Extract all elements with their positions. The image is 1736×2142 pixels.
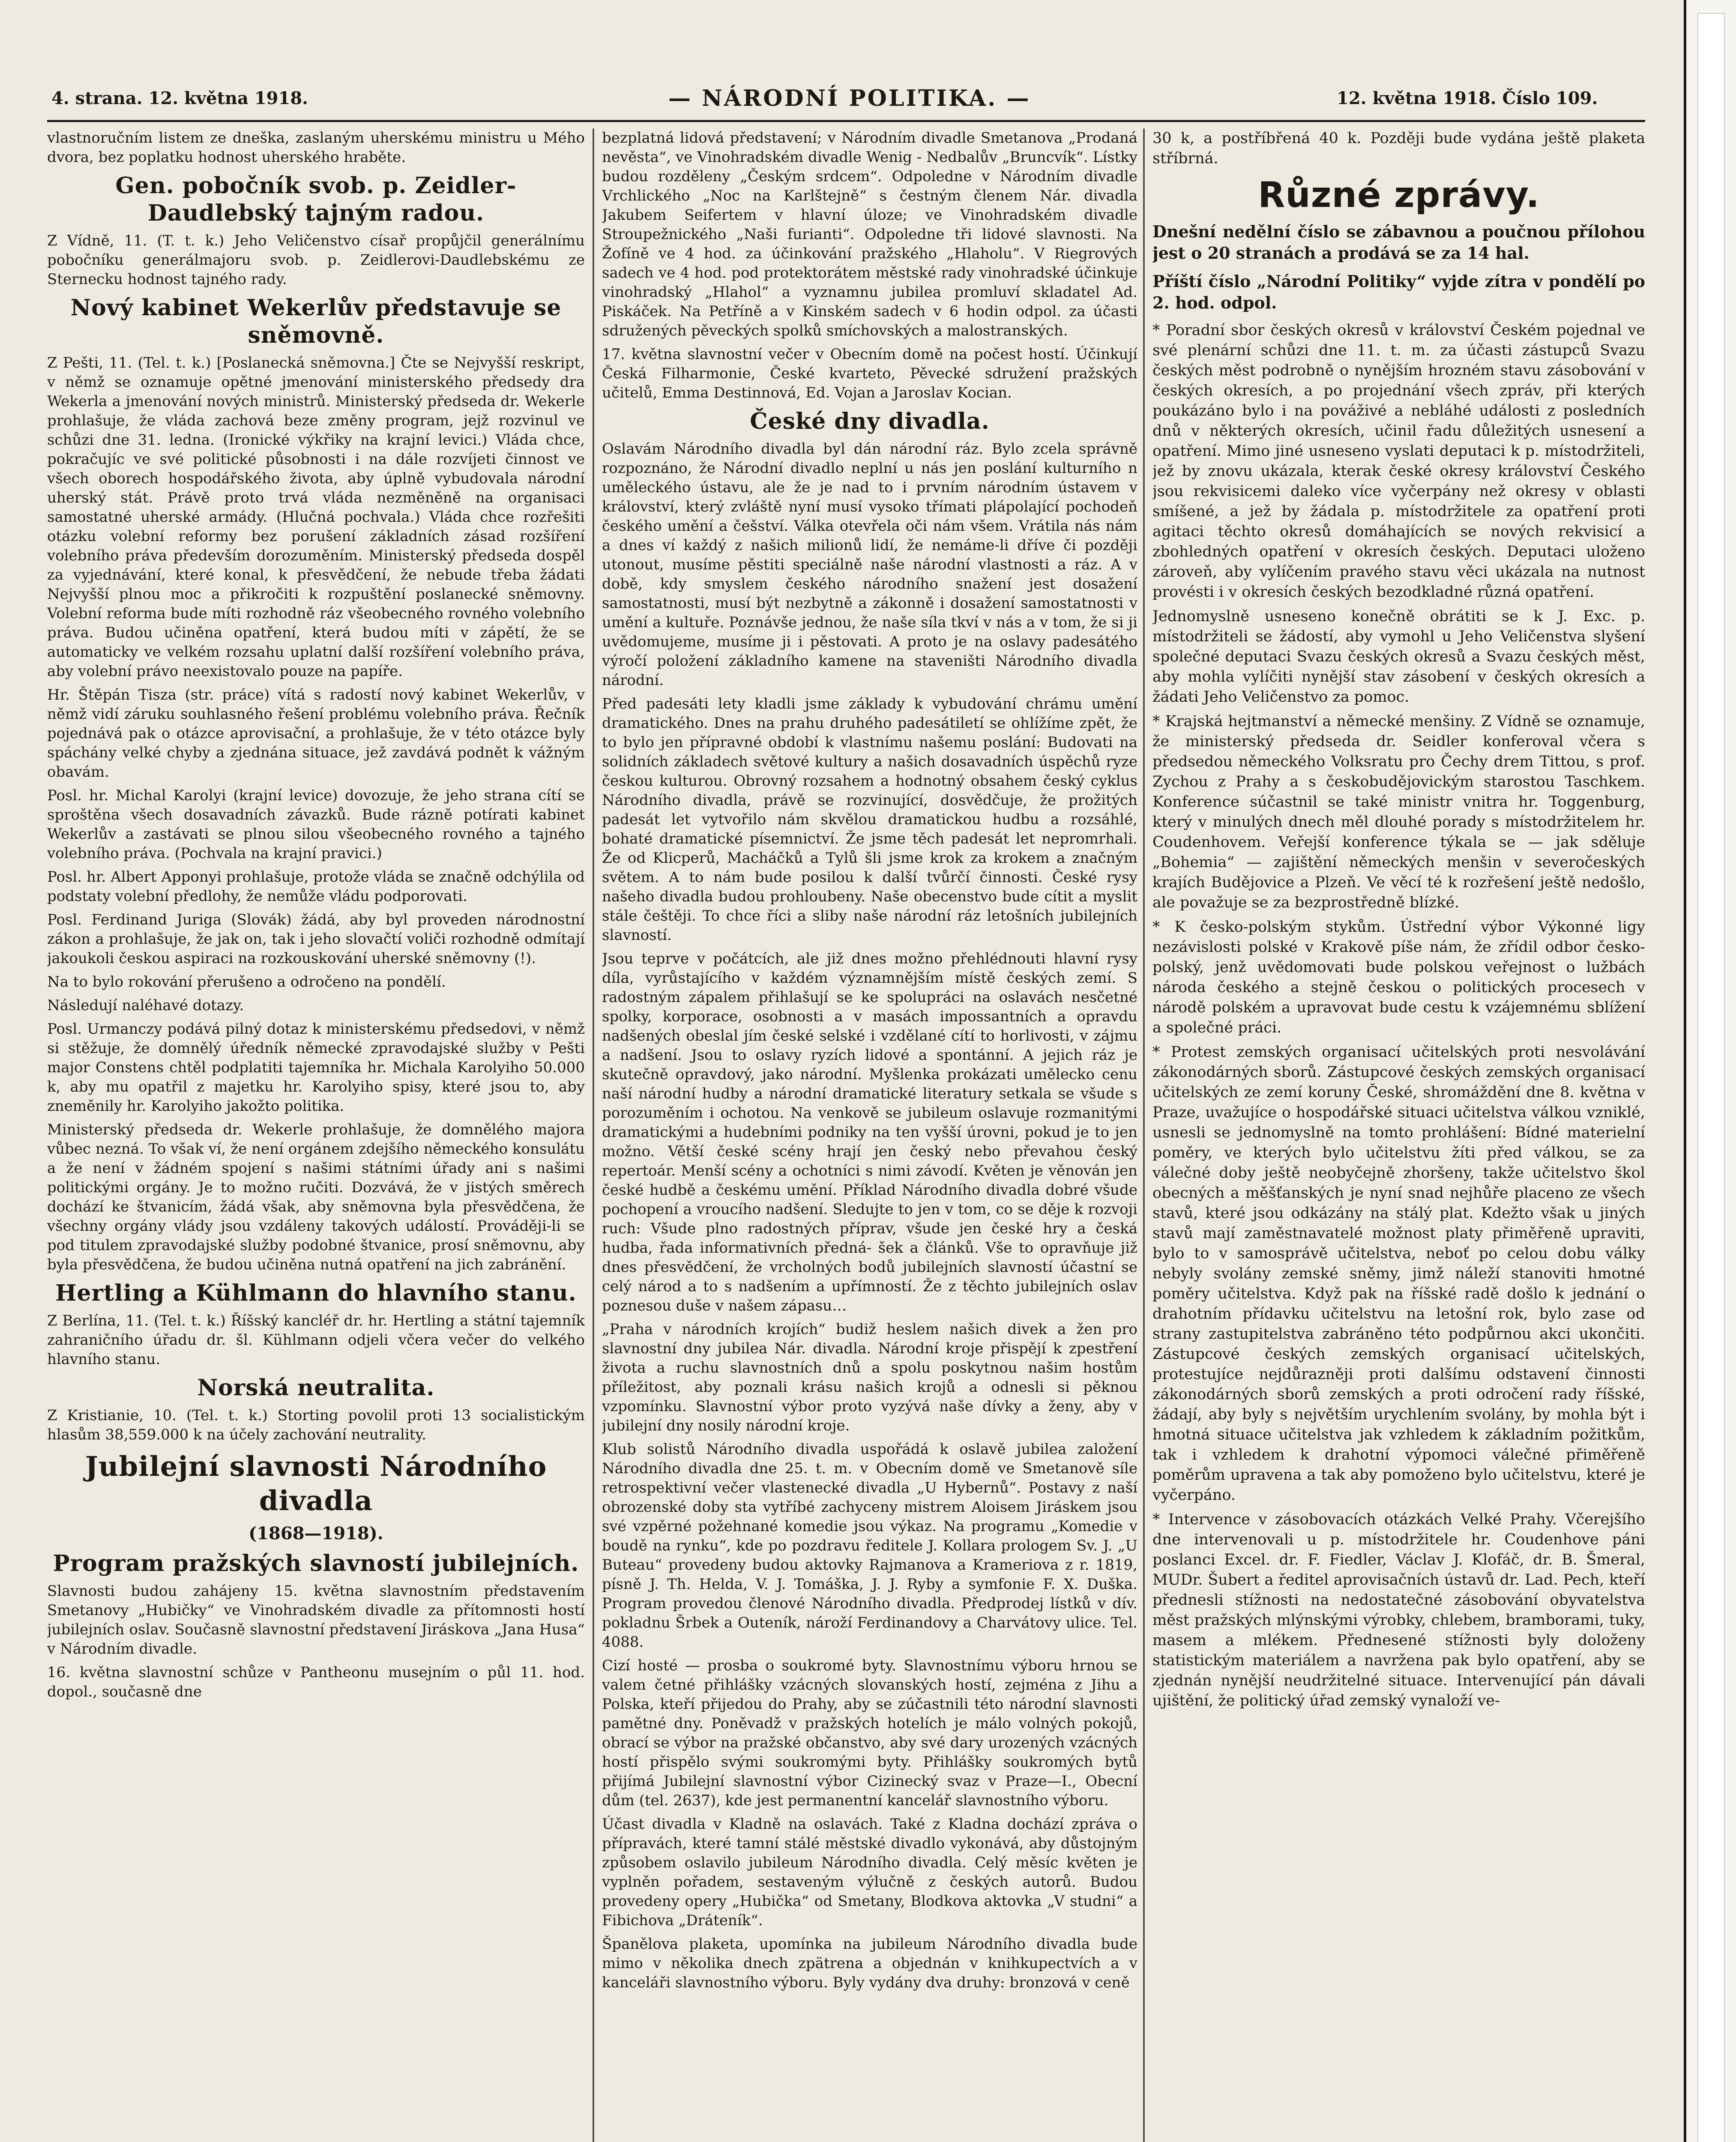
article-paragraph: Hr. Štěpán Tisza (str. práce) vítá s radostí nový kabinet Wekerlův, v němž vidí záruku souhlasného řešení problému volebního práva. Řečník pojednává pak o otázce aprovisační, a prohlašuje, že v této otázce byly spáchány velké chyby a zjednána situace, jež zavdává podnět k vážným obavám. [47, 686, 585, 781]
column-2 [602, 129, 1137, 2142]
article-paragraph: Na to bylo rokování přerušeno a odročeno na pondělí. [47, 973, 446, 990]
article-paragraph: * Intervence v zásobovacích otázkách Velké Prahy. Včerejšího dne intervenovali u p. místodržitele hr. Coudenhove páni poslanci Excel. dr. F. Fiedler, Václav J. Klofáč, dr. B. Šmeral, MUDr. Šubert a ředitel aprovisačních ústavů dr. Lad. Pech, kteří přednesli stížnosti na nedostatečné zásobování obyvatelstva měst pražských mlýnskými výrobky, chlebem, bramborami, tuky, masem a mlékem. Přednesené stížnosti byly doloženy statistickým materiálem a navržena pak bylo opatření, aby se zjednán nynější neudržitelné situace. Intervenující pán dávali ujištění, že politický úřad zemský vynaloží ve- [1152, 1511, 1645, 1709]
article-paragraph: Posl. Ferdinand Juriga (Slovák) žádá, aby byl proveden národnostní zákon a prohlašuje, že jak on, tak i jeho slovačtí voliči rozhodně odmítají jakoukoli českou aspiraci na rozkouskování uherské sněmovny (!). [47, 911, 585, 967]
article-headline: Program pražských slavností jubilejních. [53, 1550, 579, 1577]
article-paragraph: Ministerský předseda dr. Wekerle prohlašuje, že domnělého majora vůbec nezná. To však ví, že není orgánem zdejšího německého konsulátu a že není v žádném spojení s našimi státními úřady ani s našimi politickými orgány. Je to možno ručiti. Dozvává, že v jistých směrech dochází ke štvanicím, žádá však, aby sněmovna byla přesvědčena, že všechny orgány vlády jsou vzdáleny takových událostí. Prováději-li se pod titulem zpravodajské služby podobné štvanice, prosí sněmovnu, aby byla přesvědčena, že budou učiněna nutná opatření na jich zabránění. [47, 1121, 585, 1273]
article-paragraph: Z Pešti, 11. (Tel. t. k.) [Poslanecká sněmovna.] Čte se Nejvyšší reskript, v němž se oznamuje opětné jmenování ministerského předsedy dra Wekerla a jmenování nových ministrů. Ministerský předseda dr. Wekerle prohlašuje, že vláda zachová beze změny program, jejž rozvinul ve schůzi dne 31. ledna. (Ironické výkřiky na krajní levici.) Vláda chce, pokračujíc ve své politické působnosti i na dále rozvíjeti činnost ve všech oborech hospodářského života, aby úplně vybudovala národní uherský stát. Právě proto trvá vláda nezměněně na organisaci samostatné uherské armády. (Hlučná pochvala.) Vláda chce rozřešiti otázku volební reformy bez porušení základních zásad rozšíření volebního práva především dorozuměním. Ministerský předseda dospěl za vyjednávání, které konal, k přesvědčení, že nebude třeba žádati Nejvyšší plnou moc a přikročiti k rozpuštění poslanecké sněmovny. Volební reforma bude míti rozhodně ráz všeobecného rovného volebního práva. Budou učiněna opatření, která budou míti v zápětí, že se automaticky ve velkém rozsahu uplatní další rozšíření volebního práva, aby volební právo neexistovalo pouze na papíře. [47, 354, 585, 680]
article-paragraph: Posl. Urmanczy podává pilný dotaz k ministerskému předsedovi, v němž si stěžuje, že domnělý úředník německé zpravodajské služby v Pešti major Constens chtěl podplatiti tajemníka hr. Michala Karolyiho 50.000 k, aby mu opatřil z majetku hr. Karolyiho spisy, které jsou to, aby zneměnily hr. Karolyiho jakožto politika. [47, 1020, 585, 1115]
article-paragraph: Posl. hr. Albert Apponyi prohlašuje, protože vláda se značně odchýlila od podstaty volební předlohy, že nemůže vládu podporovati. [47, 868, 585, 905]
article-headline: České dny divadla. [750, 408, 990, 434]
page-header-right: 12. května 1918. Číslo 109. [1337, 88, 1598, 108]
article-paragraph: Jednomyslně usneseno konečně obrátiti se k J. Exc. p. místodržiteli se žádostí, aby vymohl u Jeho Veličenstva slyšení společné deputaci Svazu českých okresů a Svazu českých měst, aby mohla vylíčiti nynější stav zásobení v českých okresích a žádati Jeho Veličenstvo za pomoc. [1152, 608, 1645, 706]
article-paragraph: * Protest zemských organisací učitelských proti nesvolávání zákonodárných sborů. Zástupcové českých zemských organisací učitelských ze zemí koruny České, shromáždění dne 8. května v Praze, uvažujíce o hospodářské situaci učitelstva válkou vzniklé, usnesli se jednomyslně na tomto prohlášení: Bídné materielní poměry, ve kterých bylo učitelstvu žíti před válkou, se za válečné doby ještě neobyčejně zhoršeny, takže učitelstvo škol obecných a měšťanských je nyní snad nejhůře placeno ze všech stavů, které jsou odkázány na stálý plat. Kdežto však u jiných stavů mají zaměstnavatelé možnost platy přiměřeně upraviti, bylo to v samosprávě učitelstva, neboť po celou dobu války nebyly svolány zemské sněmy, jimž náleží stanoviti hmotné poměry učitelstva. Když pak na říšské radě došlo k jednání o drahotním přídavku učitelstvu na letošní rok, bylo zase od strany zastupitelstva zabráněno této podpůrnou akci ukončiti. Zástupcové českých zemských organisací učitelských, protestujíce nejdůrazněji proti dalšímu odstavení činnosti zákonodárných sborů zemských a proti odročení rady říšské, žádají, aby byly s největším urychlením svolány, by mohla být i hmotná situace učitelstva jak vzhledem k základním požitkům, tak i vzhledem k drahotní výpomoci válečné přiměřeně poměrům upravena a tak aby pomoženo bylo učitelstvu, které je vyčerpáno. [1152, 1044, 1645, 1504]
article-paragraph: 30 k, a postříbřená 40 k. Později bude vydána ještě plaketa stříbrná. [1152, 130, 1645, 167]
article-paragraph: Slavnosti budou zahájeny 15. května slavnostním představením Smetanovy „Hubičky“ ve Vinohradském divadle za přítomnosti hostí jubilejních oslav. Současně slavnostní představení Jiráskova „Jana Husa“ v Národním divadle. [47, 1583, 585, 1657]
notice-paragraph: Příští číslo „Národní Politiky“ vyjde zítra v pondělí po 2. hod. odpol. [1152, 272, 1645, 312]
notice-paragraph: Dnešní nedělní číslo se zábavnou a poučnou přílohou jest o 20 stranách a prodává se za 14 hal. [1152, 222, 1645, 263]
article-paragraph: * Poradní sbor českých okresů v království Českém pojednal ve své plenární schůzi dne 11. t. m. za účasti zástupců Svazu českých měst podrobně o nynějším hrozném stavu zásobování v českých okresích, a po projednání všech zpráv, při kterých poukázáno bylo i na pováživé a nebláhé události z posledních dnů v některých okresích, učinil řadu důležitých usnesení a opatření. Mimo jiné usneseno vyslati deputaci k p. místodržiteli, jež by znovu ukázala, kterak české okresy království Českého jsou rekvisicemi daleko více vyčerpány než okresy v oblasti smíšené, a jež by žádala p. místodržitele za opatření proti agitaci těchto okresů domáhajících se nových rekvisicí a zbohledných opatření v okresích českých. Deputaci uloženo zároveň, aby vylíčením pravého stavu věci ukázala na nutnost provésti i v okresích českých bezodkladné různá opatření. [1152, 322, 1645, 601]
article-headline: Norská neutralita. [197, 1375, 435, 1401]
article-headline: Hertling a Kühlmann do hlavního stanu. [55, 1280, 577, 1306]
vertical-scrollbar[interactable] [1684, 0, 1736, 2142]
article-paragraph: Z Vídně, 11. (T. t. k.) Jeho Veličenstvo císař propůjčil generálnímu pobočníku generálmajoru svob. p. Zeidlerovi-Daudlebskému ze Sternecku hodnost tajného rady. [47, 232, 585, 288]
article-paragraph: Cizí hosté — prosba o soukromé byty. Slavnostnímu výboru hrnou se valem četné přihlášky vzácných slovanských hostí, zejména z Jihu a Polska, kteří přijedou do Prahy, aby se zúčastnili této národní slavnosti pamětné dny. Poněvadž v pražských hotelích je málo volných pokojů, obrací se výbor na pražské občanstvo, aby své dary urozených vzácných hostí přispělo svými soukromými byty. Přihlášky soukromých bytů přijímá Jubilejní slavnostní výbor Cizinecký svaz v Praze—I., Obecní dům (tel. 2637), kde jest permanentní kancelář slavnostního výboru. [602, 1657, 1137, 1809]
section-headline: Jubilejní slavnosti Národního divadla [85, 1451, 547, 1517]
article-paragraph: * Krajská hejtmanství a německé menšiny. Z Vídně se oznamuje, že ministerský předseda dr. Seidler konferoval včera s předsedou německého Volksratu pro Čechy drem Tittou, s prof. Zychou z Prahy a s českobudějovickým starostou Taschkem. Konference súčastnil se také ministr vnitra hr. Toggenburg, který v minulých dnech měl dlouhé porady s místodržitelem hr. Coudenhovem. Veřejší konference týkala se — jak sděluje „Bohemia“ — zajištění německých menšin v severočeských krajích Budějovice a Plzeň. Ve věcí té k rozřešení ještě nedošlo, ale považuje se za bezprostředně blízké. [1152, 713, 1645, 911]
section-subtitle: (1868—1918). [248, 1523, 383, 1544]
article-paragraph: * K česko-polským stykům. Ústřední výbor Výkonné ligy nezávislosti polské v Krakově píše nám, že zřídil odbor česko-polský, jenž uvědomovati bude polskou veřejnost o lužbách národa českého a stejně českou o politických procesech v národě polském a upravovat bude cestu k vzájemnému sblížení a společné práci. [1152, 918, 1645, 1036]
article-headline: Nový kabinet Wekerlův představuje se sněmovně. [70, 295, 562, 348]
article-paragraph: 17. května slavnostní večer v Obecním domě na počest hostí. Účinkují Česká Filharmonie, České kvarteto, Pěvecké sdružení pražských učitelů, Emma Destinnová, Ed. Vojan a Jaroslav Kocian. [602, 346, 1137, 401]
column-1 [47, 129, 585, 2142]
column-3 [1152, 129, 1645, 2142]
page-header-left: 4. strana. 12. května 1918. [51, 88, 308, 108]
article-paragraph: Španělova plaketa, upomínka na jubileum Národního divadla bude mimo v několika dnech zpätrena a objednán v knihkupectvích a v kanceláři slavnostního výboru. Byly vydány dva druhy: bronzová v ceně [602, 1936, 1137, 1991]
article-paragraph: Následují naléhavé dotazy. [47, 997, 244, 1014]
article-paragraph: Účast divadla v Kladně na oslavách. Také z Kladna dochází zpráva o přípravách, které tamní stálé městské divadlo vykonává, aby důstojným způsobem oslavilo jubileum Národního divadla. Celý měsíc květen je vyplněn pořadem, sestaveným výlučně z českých autorů. Budou provedeny opery „Hubička“ od Smetany, Blodkova aktovka „V studni“ a Fibichova „Dráteník“. [602, 1816, 1137, 1929]
masthead-title: — NÁRODNÍ POLITIKA. — [668, 85, 1031, 111]
article-paragraph: bezplatná lidová představení; v Národním divadle Smetanova „Prodaná nevěsta“, ve Vinohradském divadle Wenig - Nedbalův „Bruncvík“. Lístky budou rozděleny „Českým srdcem“. Odpoledne v Národním divadle Vrchlického „Noc na Karlštejně“ s čestným členem Nár. divadla Jakubem Seifertem v hlavní úloze; ve Vinohradském divadle Stroupežnického „Naši furianti“. Odpoledne tři lidové slavnosti. Na Žofíně ve 4 hod. za účinkování pražského „Hlaholu“. V Riegrových sadech ve 4 hod. pod protektorátem městské rady vinohradské účinkuje vinohradský „Hlahol“ a vyznamnu jubilea promluví skladatel Ad. Piskáček. Na Petříně a v Kinském sadech v 6 hodin odpol. za účasti sdružených pěveckých spolků smíchovských a malostranských. [602, 129, 1137, 339]
article-paragraph: Před padesáti lety kladli jsme základy k vybudování chrámu umění dramatického. Dnes na prahu druhého padesátiletí se ohlížíme zpět, že to bylo jen přípravné období k vlastnímu našemu poslání: Budovati na solidních základech světové kultury a našich dosavadních úspěchů ryze českou kulturou. Obrovný rozsahem a hodnotný obsahem český cyklus Národního divadla, právě se rozvinující, dosvědčuje, že prožitých padesát let vytvořilo nám skvělou dramatickou hudbu a rozsáhlé, bohaté dramatické písemnictví. Že jsme těch padesát let nepromrhali. Že od Klicperů, Macháčků a Tylů šli jsme krok za krokem a značným světem. A to nám bude posilou k další tvůrčí činnosti. České rysy našeho divadla budou prohloubeny. Naše obecenstvo bude cítit a myslit stále češtěji. To chce říci a sliby naše národní ráz letošních jubilejních slavností. [602, 695, 1137, 944]
article-paragraph: Z Kristianie, 10. (Tel. t. k.) Storting povolil proti 13 socialistickým hlasům 38,559.000 k na účely zachování neutrality. [47, 1407, 585, 1443]
article-paragraph: Klub solistů Národního divadla uspořádá k oslavě jubilea založení Národního divadla dne 25. t. m. v Obecním domě ve Smetanově síle retrospektivní večer vlastenecké divadla „U Hybernů“. Postavy z naší obrozenské doby sta vytříbé zachyceny mistrem Aloisem Jiráskem jsou své vzpěrné požehnané komedie jsou výkaz. Na programu „Komedie v boudě na rynku“, kde po pozdravu ředitele J. Kollara prologem Sv. J. „U Buteau“ provedeny budou aktovky Rajmanova a Krameriova z r. 1819, písně J. Th. Helda, V. J. Tomáška, J. J. Ryby a symfonie F. X. Duška. Program provedou členové Národního divadla. Předprodej lístků v dív. pokladnu Šrbek a Outeník, nároží Ferdinandovy a Charvátovy ulice. Tel. 4088. [602, 1441, 1137, 1651]
article-paragraph: vlastnoručním listem ze dneška, zaslaným uherskému ministru u Mého dvora, bez poplatku hodnost uherského hraběte. [47, 129, 585, 166]
article-paragraph: „Praha v národních krojích“ budiž heslem našich divek a žen pro slavnostní dny jubilea Nár. divadla. Národní kroje přispějí k zpestření života a ruchu slavnostních dnů a spolu poskytnou našim hostům příležitost, aby poznali krásu našich krojů a odnesli si pěknou vzpomínku. Slavnostní výbor proto vyzývá naše dívky a ženy, aby v jubilejní dny nosily národní kroje. [602, 1321, 1137, 1434]
article-paragraph: 16. května slavnostní schůze v Pantheonu musejním o půl 11. hod. dopol., současně dne [47, 1664, 585, 1700]
scrollbar-thumb[interactable] [1697, 13, 1725, 2142]
column-divider [593, 129, 594, 2142]
section-headline: Různé zprávy. [1258, 175, 1540, 215]
article-paragraph: Oslavám Národního divadla byl dán národní ráz. Bylo zcela správně rozpoznáno, že Národní divadlo neplní u nás jen poslání kulturního n uměleckého ústavu, ale že je nad to i prvním národním ústavem v království, který zvláště nyní musí vysoko třímati plápolající pochodeň českého umění a češství. Válka otevřela oči nám všem. Vrátila nás nám a dnes ví každý z našich milionů lidí, že nemáme-li dříve či později utonout, musíme pěstiti speciálně naše národní vlastnosti a ráz. A v době, kdy smyslem českého národního snažení jest dosažení samostatnosti, musí být nezbytně a zákonně i dosažení samostatnosti v umění a kultuře. Poznávše jednou, že naše síla tkví v nás a v tom, že si ji uvědomujeme, musíme ji i pěstovati. A proto je na oslavy padesátého výročí položení základního kamene na staveništi Národního divadla národní. [602, 440, 1137, 689]
article-paragraph: Jsou teprve v počátcích, ale již dnes možno přehlédnouti hlavní rysy díla, vyrůstajícího v každém významnějším místě českých zemí. S radostným zápalem přihlašují se ke spolupráci na oslavách nesčetné spolky, korporace, osobnosti a v masách impossantních a opravdu nadšených obeslal jím české selské i vzdělané cítí to horlivosti, v zájmu a nadšení. Jsou to oslavy ryzích lidové a spontánní. A jejich ráz je skutečně opravdový, jako národní. Myšlenka prokázati umělecko cenu naší národní hudby a národní dramatické literatury setkala se všude s porozuměním i ochotou. Na venkově se jubileum oslavuje rozmanitými dramatickými a hudebními podniky na ten vyšší úrovni, pokud je to jen možno. Větší české scény hrají jen český nebo převahou český repertoár. Menší scény a ochotníci s nimi závodí. Květen je věnován jen české hudbě a českému umění. Příklad Národního divadla dobré všude pochopení a vroucího nadšení. Sledujte to jen v tom, co se děje k rozvoji ruch: Všude plno radostných příprav, všude jen české hry a česká hudba, řada informativních předná- šek a článků. Vše to opravňuje již dnes přesvědčení, že vrcholných bodů jubilejních slavností účastní se celý národ a to s nadšením a upřímností. Že z těchto jubilejních oslav poznesou duše v našem zápasu… [602, 950, 1137, 1314]
article-paragraph: Z Berlína, 11. (Tel. t. k.) Říšský kancléř dr. hr. Hertling a státní tajemník zahraničního úřadu dr. šl. Kühlmann odjeli včera večer do velkého hlavního stanu. [47, 1312, 585, 1368]
article-headline: Gen. pobočník svob. p. Zeidler-Daudlebský tajným radou. [115, 173, 517, 226]
article-paragraph: Posl. hr. Michal Karolyi (krajní levice) dovozuje, že jeho strana cítí se sproštěna všech dosavadních závazků. Bude rázně potírati kabinet Wekerlův a zastávati se plnou silou všeobecného rovného a tajného volebního práva. (Pochvala na krajní pravici.) [47, 787, 585, 862]
column-divider [1143, 129, 1145, 2142]
header-rule [47, 120, 1645, 122]
